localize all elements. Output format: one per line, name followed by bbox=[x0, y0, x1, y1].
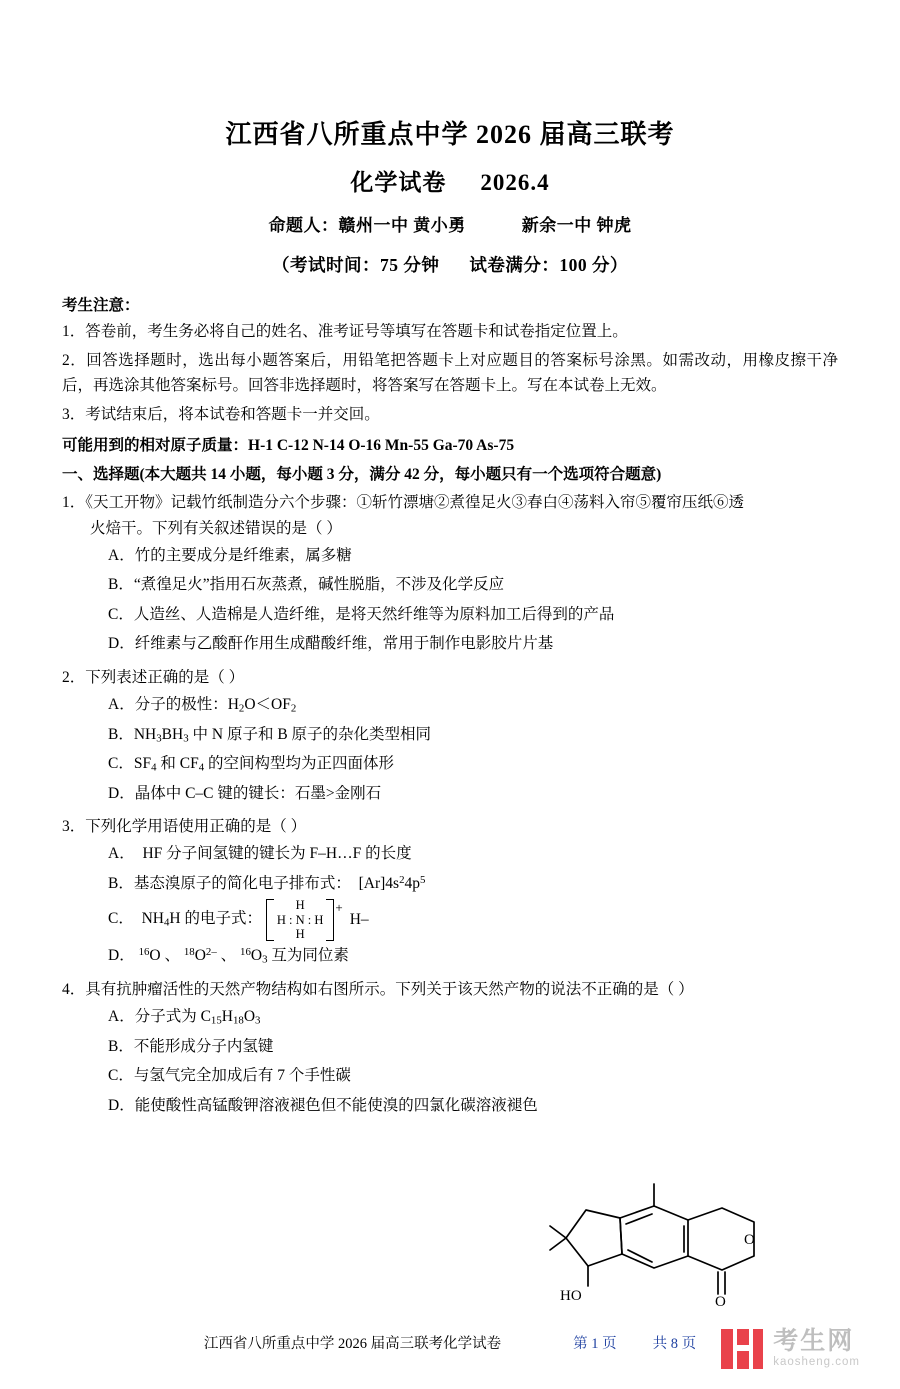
question-1-number: 1． bbox=[62, 494, 86, 512]
question-4-option-a: A．分子式为 $C_{15}H_{18}O_3$ bbox=[108, 1008, 261, 1027]
question-3-stem-line1: 下列化学用语使用正确的是（ ） bbox=[85, 817, 307, 835]
notice-item-2: 2．回答选择题时，选出每小题答案后，用铅笔把答题卡上对应题目的答案标号涂黑。如需改动，用橡皮擦干净后，再选涂其他答案标号。回答非选择题时，将答案写在答题卡上。写在本试卷上无效。 bbox=[62, 351, 838, 395]
question-4-option-b: B．不能形成分子内氢键 bbox=[108, 1037, 274, 1055]
question-1 bbox=[62, 490, 838, 659]
notice-title: 考生注意： bbox=[62, 296, 140, 314]
watermark-cn: 考生网 bbox=[773, 1327, 855, 1356]
question-1-stem bbox=[62, 490, 838, 541]
author-one: 赣州一中 黄小勇 bbox=[338, 215, 466, 235]
electron-formula-figure bbox=[266, 898, 369, 941]
question-4-stem bbox=[62, 977, 838, 1002]
watermark-logo bbox=[721, 1327, 860, 1371]
exam-info-line bbox=[62, 252, 838, 277]
exam-date: 2026.4 bbox=[480, 169, 550, 195]
question-3 bbox=[62, 814, 838, 971]
question-3-option-a: A． HF 分子间氢键的键长为 F–H…F 的长度 bbox=[108, 845, 412, 863]
question-4-option-d: D．能使酸性高锰酸钾溶液褪色但不能使溴的四氯化碳溶液褪色 bbox=[108, 1096, 538, 1114]
kaosheng-logo-icon bbox=[721, 1327, 765, 1371]
footer-title: 江西省八所重点中学 2026 届高三联考化学试卷 bbox=[203, 1336, 502, 1352]
hydroxyl-label: HO bbox=[560, 1288, 582, 1304]
question-2-stem-line1: 下列表述正确的是（ ） bbox=[85, 668, 245, 686]
exam-total-score: 试卷满分：100 分） bbox=[469, 254, 628, 275]
question-1-stem-line1: 《天工开物》记载竹纸制造分六个步骤：①斩竹漂塘②煮徨足火③春白④荡料入帘⑤覆帘压纸⑥透 bbox=[85, 494, 745, 512]
notice-item-1: 1．答卷前，考生务必将自己的姓名、准考证号等填写在答题卡和试卷指定位置上。 bbox=[62, 322, 628, 340]
ef-charge: + bbox=[335, 900, 343, 916]
question-2-option-d: D．晶体中 C–C 键的键长：石墨>金刚石 bbox=[108, 784, 382, 802]
question-3-option-c bbox=[62, 898, 838, 941]
question-3-stem bbox=[62, 814, 838, 839]
question-4-stem-line1: 具有抗肿瘤活性的天然产物结构如右图所示。下列关于该天然产物的说法不正确的是（ ） bbox=[85, 980, 694, 998]
page-title: 江西省八所重点中学 2026 届高三联考 bbox=[225, 120, 675, 149]
question-2-stem bbox=[62, 665, 838, 690]
question-2 bbox=[62, 665, 838, 808]
footer-page-number: 第 1 页 bbox=[573, 1336, 617, 1352]
question-1-option-d: D．纤维素与乙酸酐作用生成醋酸纤维，常用于制作电影胶片片基 bbox=[108, 635, 554, 653]
question-3-option-c-text: C． $NH_4H$ 的电子式： bbox=[108, 910, 262, 930]
question-4-option-c: C．与氢气完全加成后有 7 个手性碳 bbox=[108, 1067, 351, 1085]
question-2-option-b: B．$NH_3BH_3$ 中 N 原子和 B 原子的杂化类型相同 bbox=[108, 725, 432, 745]
ef-line-2: H : N : H bbox=[276, 912, 324, 927]
ring-oxygen-label: O bbox=[744, 1232, 755, 1248]
notice-item-3: 3．考试结束后，将本试卷和答题卡一并交回。 bbox=[62, 406, 380, 424]
question-4 bbox=[62, 977, 838, 1120]
question-4-number: 4． bbox=[62, 980, 86, 998]
question-2-option-c: C．$SF_4$ 和 $CF_4$ 的空间构型均为正四面体形 bbox=[108, 755, 395, 774]
watermark-text bbox=[773, 1329, 860, 1369]
question-1-option-c: C．人造丝、人造棉是人造纤维，是将天然纤维等为原料加工后得到的产品 bbox=[108, 605, 615, 623]
ef-line-1: H bbox=[295, 898, 305, 913]
exam-duration: （考试时间：75 分钟 bbox=[272, 254, 440, 275]
subject-name: 化学试卷 bbox=[350, 169, 447, 195]
relative-mass-label: 可能用到的相对原子质量： bbox=[62, 437, 249, 455]
relative-atomic-mass bbox=[62, 433, 838, 455]
watermark-en: kaosheng.com bbox=[773, 1356, 860, 1369]
author-label: 命题人： bbox=[268, 215, 339, 235]
question-1-option-a: A．竹的主要成分是纤维素，属多糖 bbox=[108, 547, 352, 565]
footer-total-pages: 共 8 页 bbox=[652, 1336, 697, 1352]
subject-line bbox=[62, 164, 838, 197]
molecular-structure-figure bbox=[548, 1176, 848, 1306]
molecule-svg bbox=[548, 1176, 848, 1306]
question-3-number: 3． bbox=[62, 817, 86, 835]
question-3-option-b: B．基态溴原子的简化电子排布式： $[Ar]4s^24p^5$ bbox=[108, 873, 426, 892]
carbonyl-oxygen-label: O bbox=[715, 1294, 726, 1306]
question-2-number: 2． bbox=[62, 668, 86, 686]
ef-line-3: H bbox=[295, 926, 305, 941]
author-two: 新余一中 钟虎 bbox=[521, 215, 632, 235]
question-1-option-b: B．“煮徨足火”指用石灰蒸煮，碱性脱脂，不涉及化学反应 bbox=[108, 576, 505, 594]
ef-hydride: H– bbox=[349, 911, 369, 929]
electron-formula-inner bbox=[274, 898, 327, 941]
question-2-option-a: A．分子的极性：$H_2O<OF_2$ bbox=[108, 696, 297, 715]
relative-mass-values: H-1 C-12 N-14 O-16 Mn-55 Ga-70 As-75 bbox=[248, 437, 515, 455]
exam-paper-page bbox=[0, 118, 900, 1389]
authors-line bbox=[62, 211, 838, 236]
question-3-option-d: D． $^{16}$O 、 $^{18}O^{2-}$ 、 $^{16}O_3$ 互为同位素 bbox=[108, 946, 349, 967]
section-heading: 一、选择题(本大题共 14 小题，每小题 3 分，满分 42 分，每小题只有一个选项符合题意) bbox=[62, 466, 662, 484]
question-1-stem-line2: 火焙干。下列有关叙述错误的是（ ） bbox=[90, 519, 342, 537]
